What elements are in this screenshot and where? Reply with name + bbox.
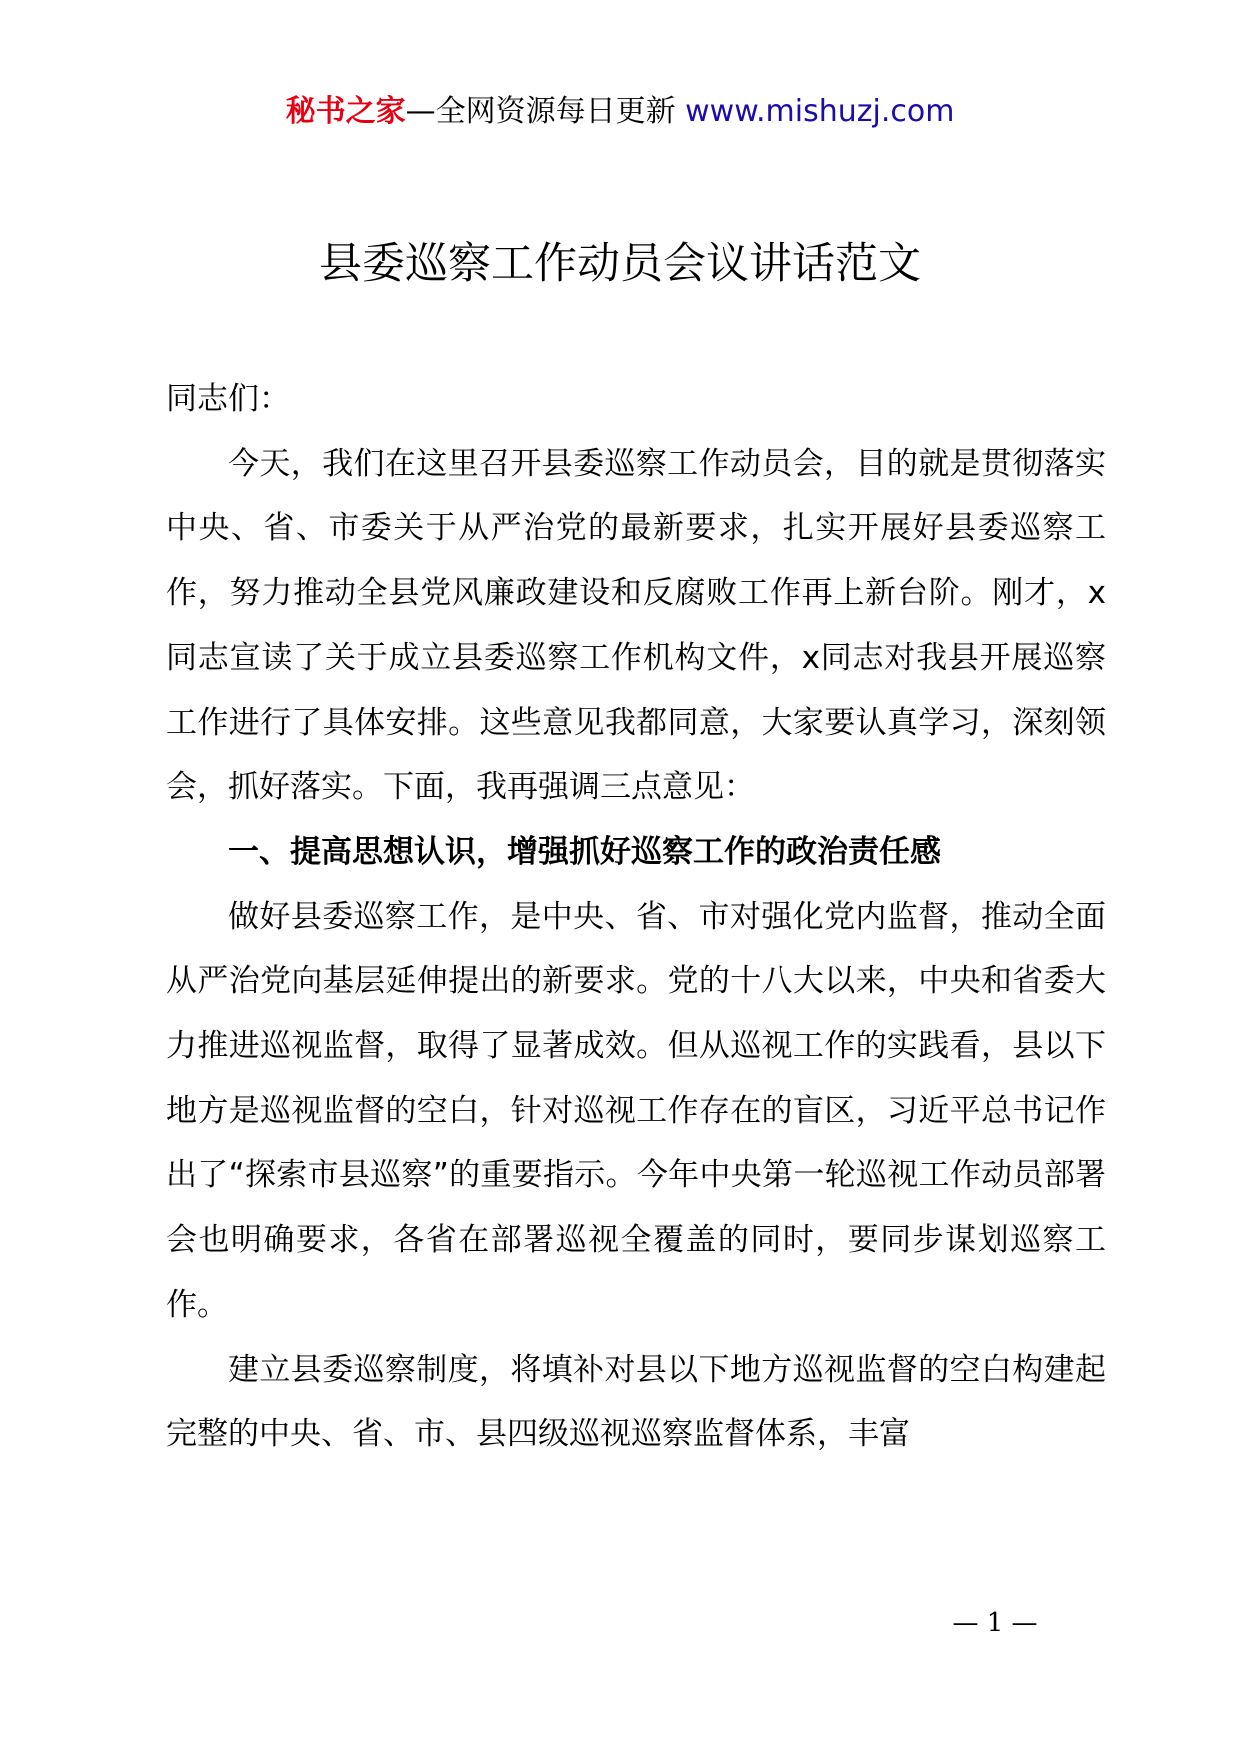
paragraph-section-1-a: 做好县委巡察工作，是中央、省、市对强化党内监督，推动全面从严治党向基层延伸提出的新要求。党的十八大以来，中央和省委大力推进巡视监督，取得了显著成效。但从巡视工作的实践看，县以下地方是巡视监督的空白，针对巡视工作存在的盲区，习近平总书记作出了“探索市县巡察”的重要指示。今年中央第一轮巡视工作动员部署会也明确要求，各省在部署巡视全覆盖的同时，要同步谋划巡察工作。 <box>166 898 1106 1323</box>
document-body <box>166 367 1106 1467</box>
salutation: 同志们： <box>166 381 290 417</box>
site-banner <box>0 92 1240 132</box>
banner-slogan: —全网资源每日更新 <box>405 94 686 129</box>
page-number: — 1 — <box>952 1608 1038 1638</box>
paragraph-section-1-b: 建立县委巡察制度，将填补对县以下地方巡视监督的空白构建起完整的中央、省、市、县四级巡视巡察监督体系，丰富 <box>166 1351 1106 1453</box>
website-link[interactable]: www.mishuzj.com <box>685 94 955 129</box>
document-title: 县委巡察工作动员会议讲话范文 <box>319 239 921 289</box>
section-heading-1: 一、提高思想认识，增强抓好巡察工作的政治责任感 <box>228 833 941 870</box>
brand-name: 秘书之家 <box>285 94 406 129</box>
paragraph-intro: 今天，我们在这里召开县委巡察工作动员会，目的就是贯彻落实中央、省、市委关于从严治党的最新要求，扎实开展好县委巡察工作，努力推动全县党风廉政建设和反腐败工作再上新台阶。刚才，x同志宣读了关于成立县委巡察工作机构文件，x同志对我县开展巡察工作进行了具体安排。这些意见我都同意，大家要认真学习，深刻领会，抓好落实。下面，我再强调三点意见： <box>166 445 1106 806</box>
